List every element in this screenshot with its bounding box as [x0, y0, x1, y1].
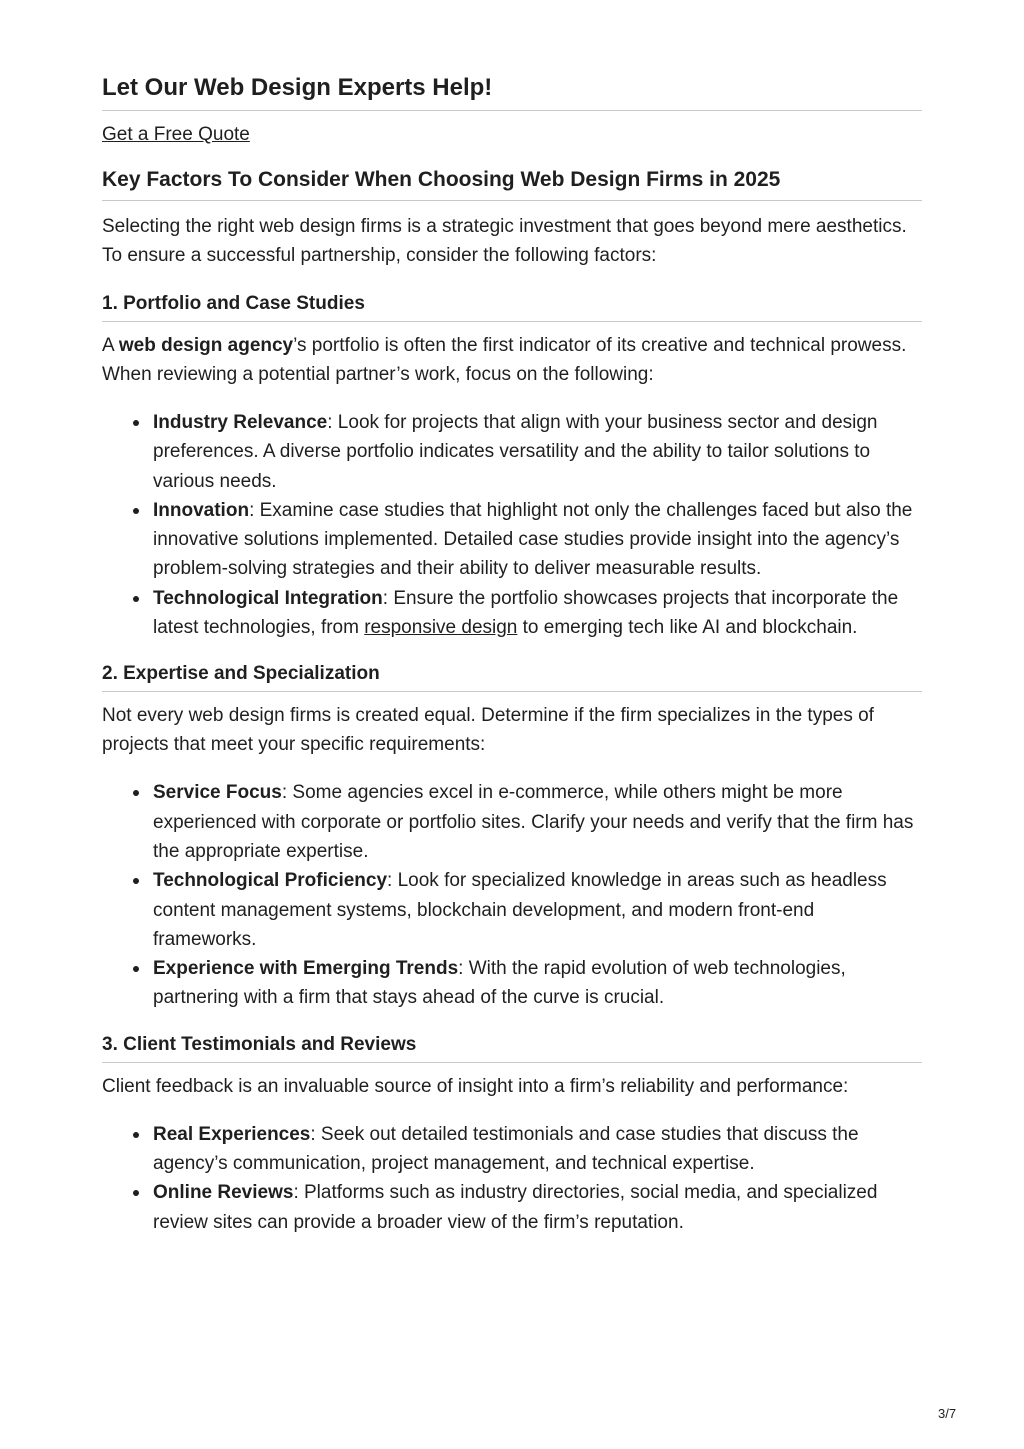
list-item-term: Online Reviews — [153, 1182, 294, 1204]
document-page — [102, 72, 922, 1256]
section-paragraph-expertise: Not every web design firms is created equal. Determine if the firm specializes in the types of projects that meet your specific requirements: — [102, 705, 874, 756]
section-heading-expertise: 2. Expertise and Specialization — [102, 661, 922, 692]
list-item-text: : Look for specialized knowledge in areas such as headless content management systems, blockchain development, and modern front-end frameworks. — [153, 870, 887, 950]
page-number: 3/7 — [938, 1406, 957, 1421]
list-item — [153, 778, 922, 866]
list-item — [153, 584, 922, 643]
list-item-term: Industry Relevance — [153, 412, 328, 433]
list-item-text: : Some agencies excel in e-commerce, while others might be more experienced with corporate or portfolio sites. Clarify your needs and verify that the firm has the appropriate expertise. — [153, 782, 914, 862]
section-heading-portfolio: 1. Portfolio and Case Studies — [102, 291, 922, 322]
para-bold-term: web design agency — [118, 335, 294, 356]
list-item-term: Technological Proficiency — [153, 870, 388, 892]
list-item-term: Service Focus — [153, 782, 282, 804]
section-heading-testimonials: 3. Client Testimonials and Reviews — [102, 1032, 922, 1063]
responsive-design-link[interactable]: responsive design — [364, 617, 518, 639]
list-item-term: Technological Integration — [153, 587, 383, 609]
article-intro: Selecting the right web design firms is a strategic investment that goes beyond mere aesthetics. To ensure a successful partnership, consider the following factors: — [102, 216, 907, 266]
bullet-list-testimonials — [102, 1120, 922, 1237]
list-item-text: : Platforms such as industry directories, social media, and specialized review sites can provide a broader view of the firm’s reputation. — [153, 1182, 878, 1233]
free-quote-link[interactable]: Get a Free Quote — [102, 124, 250, 145]
list-item-term: Real Experiences — [153, 1123, 311, 1145]
list-item-text: : With the rapid evolution of web technologies, partnering with a firm that stays ahead of the curve is crucial. — [153, 958, 846, 1009]
list-item — [153, 1178, 922, 1237]
page-title: Let Our Web Design Experts Help! — [102, 72, 922, 111]
list-item-text: : Examine case studies that highlight not only the challenges faced but also the innovative solutions implemented. Detailed case studies provide insight into the agency’s problem-solving strategies and their ability to deliver measurable results. — [153, 499, 913, 580]
list-item — [153, 408, 922, 496]
article-heading: Key Factors To Consider When Choosing Web Design Firms in 2025 — [102, 165, 922, 201]
list-item — [153, 496, 922, 584]
list-item-term: Experience with Emerging Trends — [153, 958, 459, 980]
list-item-text: : Ensure the portfolio showcases projects that incorporate the latest technologies, from — [153, 587, 899, 639]
list-item-text: to emerging tech like AI and blockchain. — [517, 617, 858, 639]
bullet-list-expertise — [102, 778, 922, 1012]
bullet-list-portfolio — [102, 408, 922, 642]
section-paragraph-portfolio — [102, 331, 922, 389]
para-text: A — [102, 335, 119, 356]
list-item — [153, 954, 922, 1013]
list-item — [153, 866, 922, 954]
list-item — [153, 1120, 922, 1179]
section-paragraph-testimonials: Client feedback is an invaluable source of insight into a firm’s reliability and performance: — [102, 1075, 849, 1097]
list-item-term: Innovation — [153, 499, 250, 521]
list-item-text: : Seek out detailed testimonials and case studies that discuss the agency’s communication, project management, and technical expertise. — [153, 1123, 859, 1175]
para-text: ’s portfolio is often the first indicator of its creative and technical prowess. When reviewing a potential partner’s work, focus on the following: — [102, 335, 907, 385]
list-item-text: : Look for projects that align with your business sector and design preferences. A diverse portfolio indicates versatility and the ability to tailor solutions to various needs. — [153, 412, 878, 492]
